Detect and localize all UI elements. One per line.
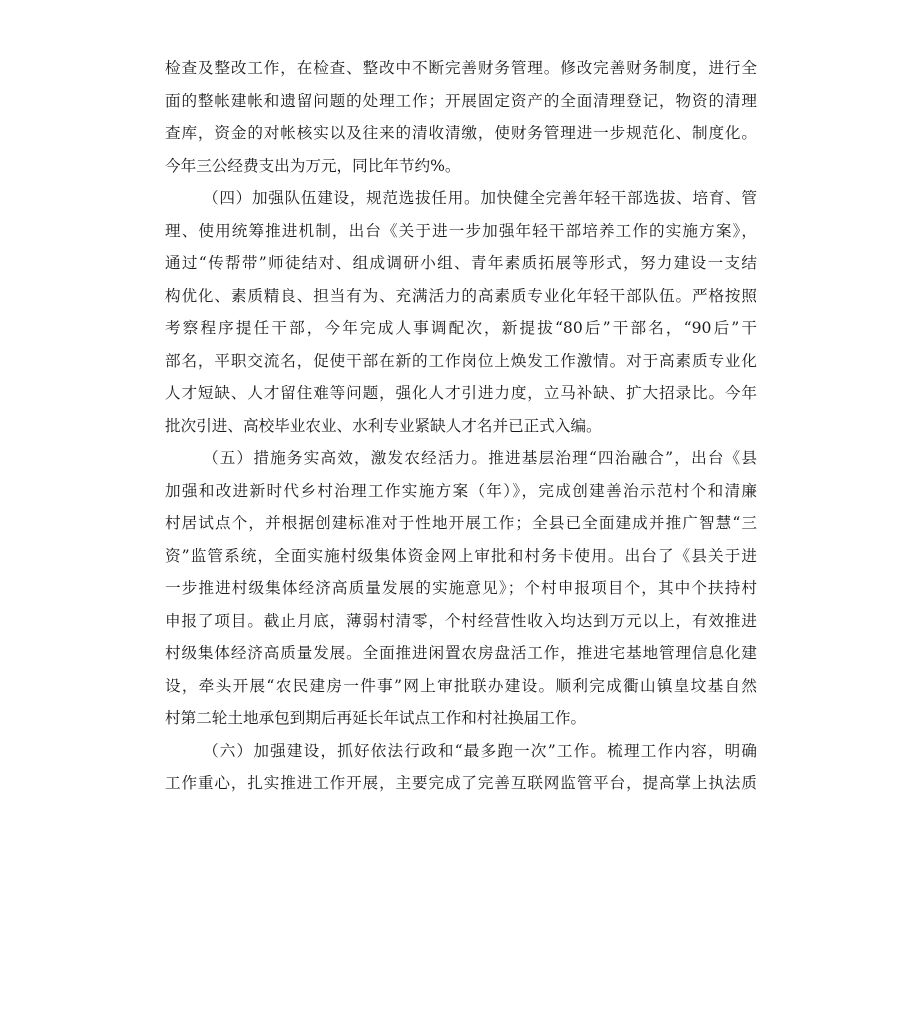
text-line: 考察程序提任干部，今年完成人事调配次，新提拔“80后”干部名，“90后”干 [165, 319, 757, 337]
text-line: 一步推进村级集体经济高质量发展的实施意见》；个村申报项目个，其中个扶持村 [165, 579, 757, 597]
text-line: 查库，资金的对帐核实以及往来的清收清缴，使财务管理进一步规范化、制度化。 [165, 124, 757, 142]
text-line: 村第二轮土地承包到期后再延长年试点工作和村社换届工作。 [165, 709, 587, 727]
text-line: 部名，平职交流名，促使干部在新的工作岗位上焕发工作激情。对于高素质专业化 [165, 351, 757, 370]
text-line: 资”监管系统，全面实施村级集体资金网上审批和村务卡使用。出台了《县关于进 [165, 546, 757, 565]
text-line: 申报了项目。截止月底，薄弱村清零，个村经营性收入均达到万元以上，有效推进 [165, 611, 757, 630]
text-line: 理、使用统筹推进机制，出台《关于进一步加强年轻干部培养工作的实施方案》， [165, 221, 757, 240]
text-line: 面的整帐建帐和遗留问题的处理工作；开展固定资产的全面清理登记，物资的清理 [165, 91, 757, 110]
text-line: （四）加强队伍建设，规范选拔任用。加快健全完善年轻干部选拔、培育、管 [203, 189, 757, 207]
text-line: 村居试点个，并根据创建标准对于性地开展工作；全县已全面建成并推广智慧“三 [165, 514, 757, 532]
text-line: 设，牵头开展“农民建房一件事”网上审批联办建设。顺利完成衢山镇皇坟基自然 [165, 676, 757, 695]
text-line: 村级集体经济高质量发展。全面推进闲置农房盘活工作，推进宅基地管理信息化建 [165, 644, 757, 662]
text-line: （六）加强建设，抓好依法行政和“最多跑一次”工作。梳理工作内容，明确 [203, 741, 757, 760]
text-line: 检查及整改工作，在检查、整改中不断完善财务管理。修改完善财务制度，进行全 [165, 59, 757, 77]
text-line: 今年三公经费支出为万元，同比年节约%。 [165, 156, 461, 175]
text-line: 批次引进、高校毕业农业、水利专业紧缺人才名并已正式入编。 [165, 416, 602, 435]
text-line: 加强和改进新时代乡村治理工作实施方案（年）》，完成创建善治示范村个和清廉 [165, 481, 757, 500]
text-line: 通过“传帮带”师徒结对、组成调研小组、青年素质拓展等形式，努力建设一支结 [165, 254, 757, 272]
text-line: 工作重心，扎实推进工作开展，主要完成了完善互联网监管平台，提高掌上执法质 [165, 774, 757, 792]
text-line: 人才短缺、人才留住难等问题，强化人才引进力度，立马补缺、扩大招录比。今年 [165, 384, 757, 402]
document-body [165, 52, 757, 800]
text-line: （五）措施务实高效，激发农经活力。推进基层治理“四治融合”，出台《县 [203, 449, 757, 467]
text-line: 构优化、素质精良、担当有为、充满活力的高素质专业化年轻干部队伍。严格按照 [165, 286, 757, 305]
